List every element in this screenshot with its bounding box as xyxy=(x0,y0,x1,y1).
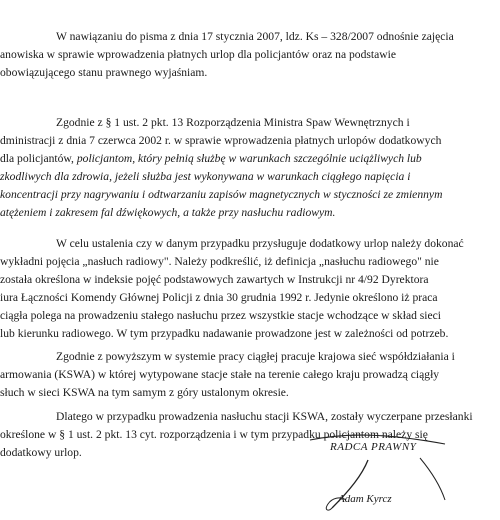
text-line: anowiska w sprawie wprowadzenia płatnych urlop dla policjantów oraz na podstawie xyxy=(0,48,396,61)
paragraph-2 xyxy=(0,114,496,222)
text-line: armowania (KSWA) w której wytypowane stacje stałe na terenie całego kraju prowadzą ciągły xyxy=(0,368,440,381)
text-line: lub kierunku radiowego. W tym przypadku nadawanie prowadzone jest w zależności od potrzeb. xyxy=(0,327,449,340)
text-segment: dla policjantów, xyxy=(0,152,74,165)
paragraph-3 xyxy=(0,235,496,343)
paragraph-4 xyxy=(0,348,496,402)
emphasis-segment: policjantom, który pełnią służbę w warunkach szczególnie uciążliwych lub xyxy=(76,152,422,165)
text-line: została określona w indeksie pojęć podstawowych zawartych w Instrukcji nr 4/92 Dyrektora xyxy=(0,273,429,286)
text-line: koncentracji przy nagrywaniu i odtwarzaniu zapisów magnetycznych w styczności ze zmiennym xyxy=(0,188,443,201)
paragraph-1 xyxy=(0,28,496,82)
text-line: iura Łączności Komendy Głównej Policji z dnia 30 grudnia 1992 r. Jedynie określono iż praca xyxy=(0,291,438,304)
text-line: obowiązującego stanu prawnego wyjaśniam. xyxy=(0,66,208,79)
text-line: określone w § 1 ust. 2 pkt. 13 cyt. rozporządzenia i w tym przypadku policjantom należy się xyxy=(0,428,428,441)
text-line: atężeniem i zakresem fal dźwiękowych, a także przy nasłuchu radiowym. xyxy=(0,206,336,219)
text-line: W nawiązaniu do pisma z dnia 17 stycznia 2007, ldz. Ks – 328/2007 odnośnie zajęcia xyxy=(56,30,454,43)
signature-name: Adam Kyrcz xyxy=(338,493,392,505)
text-line: wykładni pojęcia „nasłuch radiowy". Należy podkreślić, iż definicja „nasłuchu radiowego" nie xyxy=(0,255,439,268)
text-line: W celu ustalenia czy w danym przypadku przysługuje dodatkowy urlop należy dokonać xyxy=(56,237,464,250)
text-line: Dlatego w przypadku prowadzenia nasłuchu stacji KSWA, zostały wyczerpane przesłanki xyxy=(56,410,473,423)
text-line xyxy=(0,150,496,168)
text-line: dministracji z dnia 7 czerwca 2002 r. w sprawie wprowadzenia płatnych urlopów dodatkowych xyxy=(0,134,442,147)
text-line: zkodliwych dla zdrowia, jeżeli służba jest wykonywana w warunkach ciągłego napięcia i xyxy=(0,170,411,183)
text-line: ciągła polega na prowadzeniu stałego nasłuchu przez wszystkie stacje wchodzące w skład sieci xyxy=(0,309,442,322)
signature-title: RADCA PRAWNY xyxy=(330,441,417,453)
text-line: Zgodnie z § 1 ust. 2 pkt. 13 Rozporządzenia Ministra Spaw Wewnętrznych i xyxy=(56,116,410,129)
text-line: słuch w sieci KSWA na tym samym z góry ustalonym okresie. xyxy=(0,386,289,399)
text-line: dodatkowy urlop. xyxy=(0,446,82,459)
text-line: Zgodnie z powyższym w systemie pracy ciągłej pracuje krajowa sieć współdziałania i xyxy=(56,350,455,363)
